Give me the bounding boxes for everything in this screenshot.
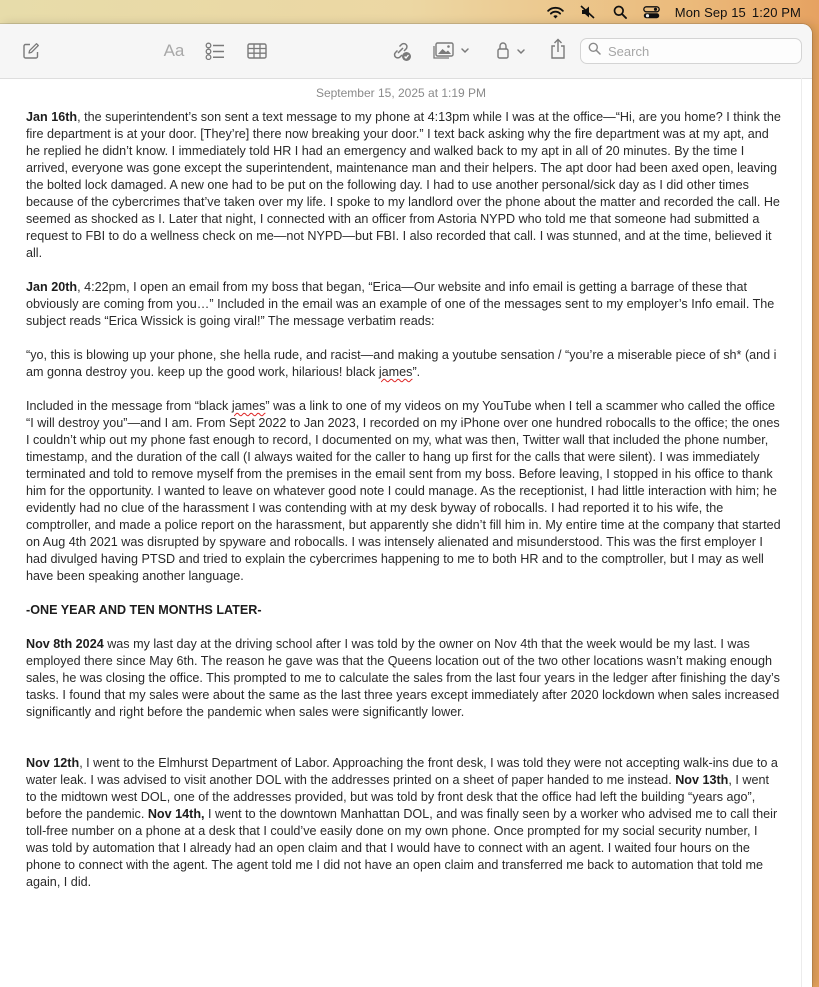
date-nov-13: Nov 13th	[675, 773, 729, 787]
toolbar	[0, 24, 812, 79]
paragraph-text: , 4:22pm, I open an email from my boss that began, “Erica—Our website and info email is getting a barrage of these that obviously are coming from you…” Included in the email was an example of one of the messages sent to my employer’s Info email. The subject reads “Erica Wissick is going viral!” The message verbatim reads:	[26, 280, 775, 328]
heading-text: -ONE YEAR AND TEN MONTHS LATER-	[26, 603, 262, 617]
scroll-track[interactable]	[801, 78, 802, 987]
share-icon[interactable]	[548, 37, 568, 61]
checklist-icon[interactable]	[204, 41, 226, 61]
search-field[interactable]	[580, 38, 802, 64]
menu-bar	[0, 0, 819, 24]
table-icon[interactable]	[246, 41, 268, 61]
collaborate-icon[interactable]	[389, 39, 413, 63]
misspelled-word[interactable]: james	[378, 365, 413, 379]
blank-line	[26, 738, 782, 755]
paragraph-jan-16	[26, 109, 782, 262]
date-jan-16: Jan 16th	[26, 110, 78, 124]
control-center-icon[interactable]	[643, 4, 661, 20]
paragraph-text: , I went to the Elmhurst Department of Labor. Approaching the front desk, I was told they were not accepting walk-ins due to a water leak. I was advised to visit another DOL with the addresses printed on a sheet of paper handed to me instead.	[26, 756, 778, 787]
notes-window	[0, 24, 812, 987]
lock-icon[interactable]	[494, 39, 530, 63]
paragraph-quote	[26, 347, 782, 381]
mute-icon[interactable]	[579, 4, 597, 20]
note-date: September 15, 2025 at 1:19 PM	[315, 86, 487, 100]
wifi-icon[interactable]	[547, 4, 565, 20]
spotlight-search-icon[interactable]	[611, 4, 629, 20]
menubar-time: 1:20 PM	[751, 4, 801, 20]
date-nov-14: Nov 14th,	[147, 807, 205, 821]
date-nov-8: Nov 8th 2024	[26, 637, 104, 651]
paragraph-text: , I went to the midtown west DOL, one of the addresses provided, but was told by front desk that the office had left the building “years ago”, before the pandemic.	[26, 773, 769, 821]
paragraph-text: “yo, this is blowing up your phone, she hella rude, and racist—and making a youtube sensation / “you’re a miserable piece of sh* (and i am gonna destroy you. keep up the good work, hilarious! black	[26, 348, 777, 379]
paragraph-jan-20	[26, 279, 782, 330]
media-icon[interactable]	[432, 40, 474, 62]
format-button[interactable]	[161, 40, 187, 62]
paragraph-text: was my last day at the driving school after I was told by the owner on Nov 4th that the week would be my last. I was employed there since May 6th. The reason he gave was that the Queens location out of the two other locations wasn’t making enough sales, he was closing the office. This prompted to me to calculate the sales from the last four years in the ledger after finishing the day’s tasks. I found that my sales were about the same as the last three years except immediately after 2020 lockdown when sales increased significantly and right before the pandemic when sales were significantly lower.	[26, 637, 780, 719]
menubar-clock[interactable]	[675, 5, 801, 20]
paragraph-nov-8	[26, 636, 782, 721]
paragraph-text: Included in the message from “black	[26, 399, 232, 413]
search-icon	[588, 42, 601, 60]
format-label: Aa	[163, 41, 185, 60]
paragraph-termination	[26, 398, 782, 585]
paragraph-text: I went to the downtown Manhattan DOL, and was finally seen by a worker who advised me to call their toll-free number on a phone at a desk that I could’ve easily done on my own phone. Once prompted for my social security number, I was told by automation that I already had an open claim and that I would have to connect with an agent. I waited four hours on the phone to connect with the agent. The agent told me I did not have an open claim and transferred me back to automation that told me again, I did.	[26, 807, 778, 889]
note-body[interactable]	[26, 109, 782, 908]
date-jan-20: Jan 20th	[26, 280, 78, 294]
misspelled-word[interactable]: james	[231, 399, 266, 413]
menubar-date: Mon Sep 15	[674, 4, 746, 20]
paragraph-text: , the superintendent’s son sent a text message to my phone at 4:13pm while I was at the office—“Hi, are you home? I think the fire department is at your door. [They’re] there now breaking your door.” I text back asking why the fire department was at my apt, and he replied he didn’t know. I immediately told HR I had an emergency and walked back to my apt in all of 20 minutes. By the time I arrived, everyone was gone except the superintendent, maintenance man and their helpers. The apt door had been axed open, leaving the bolted lock damaged. A new one had to be put on the following day. I had to use another personal/sick day as I did other times because of the cybercrimes that’ve taken over my life. I spoke to my landlord over the phone about the matter and recorded the call. He seemed as shocked as I. Later that night, I connected with an officer from Astoria NYPD who told me that someone had submitted a request to FBI to do a wellness check on me—not NYPD—but FBI. I also recorded that call. I was stunned, and at the time, believed it all.	[26, 110, 781, 260]
date-nov-12: Nov 12th	[26, 756, 80, 770]
paragraph-text: ” was a link to one of my videos on my YouTube when I tell a scammer who called the office “I will destroy you”—and I am. From Sept 2022 to Jan 2023, I recorded on my iPhone over one hundred robocalls to the office; the ones I couldn’t whip out my phone fast enough to record, I documented on my, what was then, Twitter wall that included the phone number, timestamp, and the duration of the call (I always waited for the caller to hang up first for the calls that were silent). I was immediately terminated and told to remove myself from the premises in the email sent from my boss. Before leaving, I stopped in his office to thank him for the opportunity. I wanted to leave on whatever good note I could manage. As the receptionist, I had little interaction with him; he evidently had no clue of the harassment I was contending with at my desk byway of robocalls. I had reported it to his wife, the comptroller, and made a police report on the harassment, but apparently she didn’t fill him in. My entire time at the company that started on Aug 4th 2021 was disrupted by spyware and robocalls. I was intensely alienated and misunderstood. This was the first employer I had divulged having PTSD and tried to explain the cybercrimes happening to me to both HR and to the comptroller, but I may as well have been speaking another language.	[26, 399, 781, 583]
section-heading	[26, 602, 782, 619]
paragraph-nov-12	[26, 755, 782, 891]
paragraph-text: ”.	[412, 365, 421, 379]
search-input[interactable]	[608, 44, 788, 59]
compose-icon[interactable]	[21, 41, 41, 61]
